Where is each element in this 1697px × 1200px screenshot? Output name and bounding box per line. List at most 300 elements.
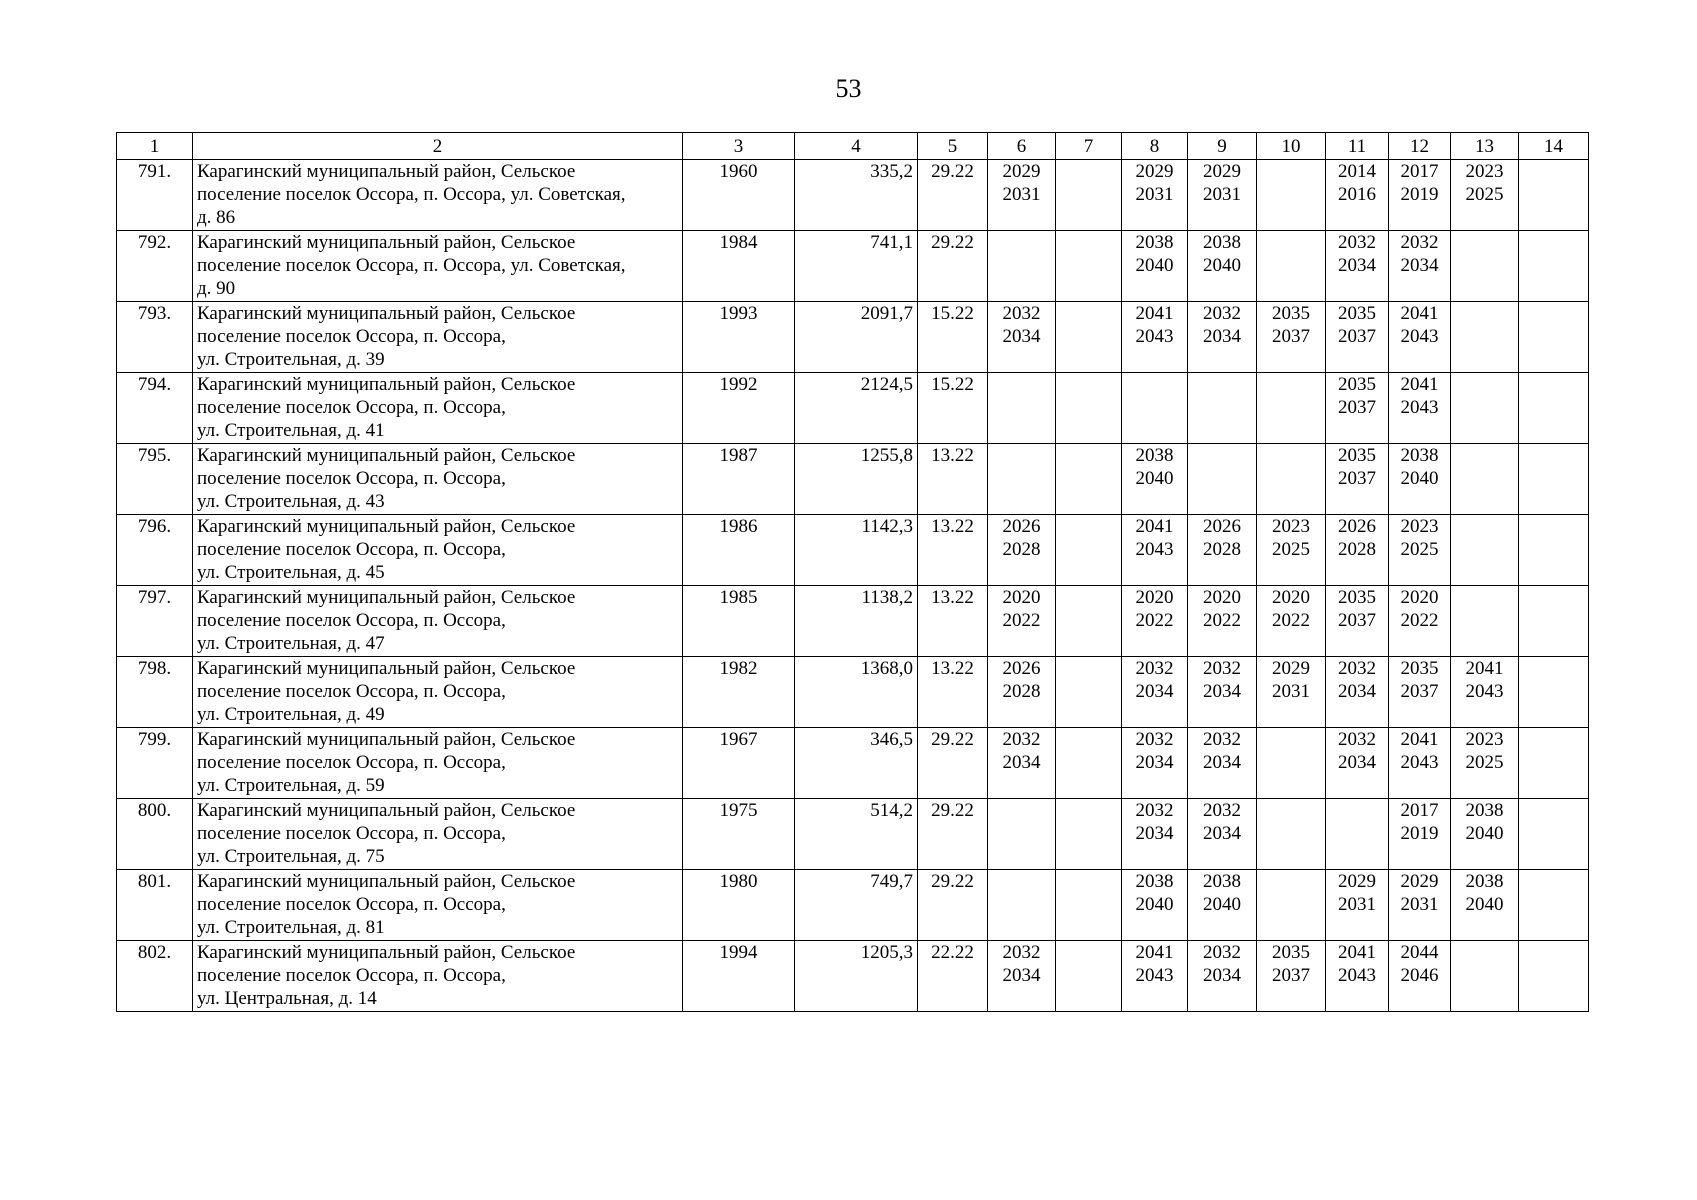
year-built: 1987 [683, 444, 795, 515]
period-year: 2034 [1002, 752, 1041, 773]
period-year: 2020 [1272, 587, 1310, 608]
period-cell-10 [1257, 586, 1326, 657]
period-cell-8 [1122, 941, 1188, 1012]
table-row [117, 160, 1589, 231]
period-cell-14 [1519, 657, 1589, 728]
year-built: 1985 [683, 586, 795, 657]
row-number: 802. [117, 941, 193, 1012]
period-year: 2020 [1203, 587, 1241, 608]
code-cell: 15.22 [918, 373, 988, 444]
code-cell: 15.22 [918, 302, 988, 373]
period-year: 2034 [1203, 681, 1241, 702]
period-cell-11 [1326, 160, 1389, 231]
period-year: 2043 [1400, 397, 1439, 418]
period-cell-11 [1326, 799, 1389, 870]
period-year: 2037 [1338, 468, 1376, 489]
total-area: 1368,0 [795, 657, 918, 728]
period-year: 2020 [1135, 587, 1174, 608]
address-line: поселение поселок Оссора, п. Оссора, [197, 326, 506, 347]
address-line: ул. Строительная, д. 75 [197, 846, 385, 867]
period-cell-12 [1389, 373, 1451, 444]
period-cell-12 [1389, 728, 1451, 799]
period-cell-9 [1188, 799, 1257, 870]
period-year: 2023 [1272, 516, 1310, 537]
period-year: 2034 [1203, 326, 1241, 347]
address-line: ул. Центральная, д. 14 [197, 988, 377, 1009]
period-cell-8 [1122, 728, 1188, 799]
period-year: 2032 [1203, 729, 1241, 750]
period-cell-12 [1389, 444, 1451, 515]
period-cell-6 [988, 799, 1056, 870]
period-cell-10 [1257, 941, 1326, 1012]
period-cell-11 [1326, 941, 1389, 1012]
period-year: 2032 [1135, 729, 1174, 750]
period-year: 2041 [1400, 303, 1439, 324]
period-year: 2035 [1400, 658, 1439, 679]
address-line: поселение поселок Оссора, п. Оссора, [197, 752, 506, 773]
address-cell [193, 515, 683, 586]
period-year: 2019 [1400, 823, 1439, 844]
year-built: 1960 [683, 160, 795, 231]
period-year: 2029 [1338, 871, 1376, 892]
year-built: 1982 [683, 657, 795, 728]
total-area: 346,5 [795, 728, 918, 799]
period-year: 2038 [1135, 232, 1174, 253]
period-cell-9 [1188, 160, 1257, 231]
address-line: Карагинский муниципальный район, Сельское [197, 232, 576, 253]
period-cell-14 [1519, 941, 1589, 1012]
period-cell-8 [1122, 302, 1188, 373]
address-cell [193, 657, 683, 728]
period-year: 2032 [1203, 303, 1241, 324]
period-cell-7 [1056, 302, 1122, 373]
code-cell: 13.22 [918, 586, 988, 657]
row-number: 791. [117, 160, 193, 231]
period-cell-7 [1056, 941, 1122, 1012]
period-cell-6 [988, 444, 1056, 515]
period-year: 2038 [1203, 871, 1241, 892]
period-cell-8 [1122, 657, 1188, 728]
period-cell-12 [1389, 586, 1451, 657]
period-year: 2028 [1203, 539, 1241, 560]
code-cell: 29.22 [918, 231, 988, 302]
address-line: поселение поселок Оссора, п. Оссора, [197, 823, 506, 844]
column-header-12: 12 [1389, 133, 1451, 160]
table-row [117, 728, 1589, 799]
address-line: ул. Строительная, д. 49 [197, 704, 385, 725]
year-built: 1967 [683, 728, 795, 799]
column-header-4: 4 [795, 133, 918, 160]
address-line: Карагинский муниципальный район, Сельское [197, 445, 576, 466]
period-year: 2035 [1338, 374, 1376, 395]
year-built: 1984 [683, 231, 795, 302]
period-cell-9 [1188, 870, 1257, 941]
period-year: 2032 [1400, 232, 1439, 253]
period-cell-9 [1188, 444, 1257, 515]
address-line: Карагинский муниципальный район, Сельское [197, 800, 576, 821]
period-cell-8 [1122, 799, 1188, 870]
period-cell-13 [1451, 373, 1519, 444]
period-cell-7 [1056, 657, 1122, 728]
period-cell-7 [1056, 160, 1122, 231]
period-year: 2038 [1135, 871, 1174, 892]
period-cell-14 [1519, 160, 1589, 231]
period-year: 2031 [1002, 184, 1041, 205]
period-cell-10 [1257, 302, 1326, 373]
period-cell-11 [1326, 870, 1389, 941]
period-year: 2041 [1400, 729, 1439, 750]
address-line: Карагинский муниципальный район, Сельское [197, 374, 576, 395]
period-year: 2034 [1135, 823, 1174, 844]
address-cell [193, 799, 683, 870]
code-cell: 13.22 [918, 515, 988, 586]
period-year: 2041 [1338, 942, 1376, 963]
period-cell-11 [1326, 444, 1389, 515]
period-cell-14 [1519, 302, 1589, 373]
period-year: 2023 [1400, 516, 1439, 537]
address-line: Карагинский муниципальный район, Сельское [197, 942, 576, 963]
period-year: 2034 [1203, 823, 1241, 844]
period-cell-12 [1389, 870, 1451, 941]
period-cell-6 [988, 302, 1056, 373]
table-row [117, 799, 1589, 870]
period-cell-9 [1188, 586, 1257, 657]
address-line: д. 86 [197, 207, 236, 228]
period-year: 2017 [1400, 800, 1439, 821]
period-cell-13 [1451, 515, 1519, 586]
period-cell-6 [988, 160, 1056, 231]
period-cell-10 [1257, 728, 1326, 799]
total-area: 2124,5 [795, 373, 918, 444]
address-cell [193, 160, 683, 231]
period-year: 2043 [1338, 965, 1376, 986]
period-cell-10 [1257, 515, 1326, 586]
period-cell-9 [1188, 373, 1257, 444]
period-year: 2043 [1135, 965, 1174, 986]
period-year: 2032 [1135, 800, 1174, 821]
column-header-10: 10 [1257, 133, 1326, 160]
period-year: 2040 [1135, 894, 1174, 915]
period-cell-13 [1451, 941, 1519, 1012]
period-year: 2029 [1203, 161, 1241, 182]
period-cell-14 [1519, 586, 1589, 657]
period-year: 2034 [1135, 681, 1174, 702]
address-line: поселение поселок Оссора, п. Оссора, ул. Советская, [197, 255, 626, 276]
code-cell: 29.22 [918, 728, 988, 799]
period-year: 2022 [1272, 610, 1310, 631]
period-cell-7 [1056, 373, 1122, 444]
period-year: 2022 [1135, 610, 1174, 631]
period-cell-6 [988, 586, 1056, 657]
page-number: 53 [835, 74, 862, 103]
period-year: 2029 [1002, 161, 1041, 182]
period-cell-9 [1188, 657, 1257, 728]
row-number: 800. [117, 799, 193, 870]
period-cell-11 [1326, 657, 1389, 728]
period-cell-12 [1389, 302, 1451, 373]
code-cell: 29.22 [918, 870, 988, 941]
period-cell-12 [1389, 231, 1451, 302]
period-year: 2031 [1135, 184, 1174, 205]
period-cell-10 [1257, 231, 1326, 302]
year-built: 1986 [683, 515, 795, 586]
period-year: 2032 [1338, 658, 1376, 679]
period-cell-14 [1519, 799, 1589, 870]
address-line: поселение поселок Оссора, п. Оссора, [197, 894, 506, 915]
period-year: 2035 [1338, 445, 1376, 466]
total-area: 749,7 [795, 870, 918, 941]
period-cell-9 [1188, 728, 1257, 799]
period-year: 2026 [1002, 516, 1041, 537]
period-year: 2034 [1338, 681, 1376, 702]
period-cell-12 [1389, 515, 1451, 586]
period-cell-7 [1056, 586, 1122, 657]
period-year: 2017 [1400, 161, 1439, 182]
address-cell [193, 941, 683, 1012]
period-year: 2041 [1465, 658, 1504, 679]
period-year: 2029 [1272, 658, 1310, 679]
column-header-5: 5 [918, 133, 988, 160]
total-area: 1138,2 [795, 586, 918, 657]
period-year: 2029 [1135, 161, 1174, 182]
period-year: 2032 [1338, 232, 1376, 253]
period-cell-9 [1188, 302, 1257, 373]
period-cell-13 [1451, 160, 1519, 231]
address-line: ул. Строительная, д. 59 [197, 775, 385, 796]
period-cell-14 [1519, 231, 1589, 302]
address-line: ул. Строительная, д. 45 [197, 562, 385, 583]
address-line: Карагинский муниципальный район, Сельское [197, 587, 576, 608]
column-header-9: 9 [1188, 133, 1257, 160]
table-row [117, 302, 1589, 373]
code-cell: 22.22 [918, 941, 988, 1012]
column-header-7: 7 [1056, 133, 1122, 160]
period-year: 2041 [1135, 303, 1174, 324]
period-year: 2029 [1400, 871, 1439, 892]
year-built: 1980 [683, 870, 795, 941]
year-built: 1975 [683, 799, 795, 870]
table-row [117, 941, 1589, 1012]
address-cell [193, 302, 683, 373]
column-header-1: 1 [117, 133, 193, 160]
period-cell-13 [1451, 728, 1519, 799]
period-year: 2014 [1338, 161, 1376, 182]
period-year: 2026 [1203, 516, 1241, 537]
row-number: 797. [117, 586, 193, 657]
column-header-6: 6 [988, 133, 1056, 160]
period-cell-11 [1326, 728, 1389, 799]
column-header-3: 3 [683, 133, 795, 160]
period-year: 2016 [1338, 184, 1376, 205]
period-cell-7 [1056, 728, 1122, 799]
row-number: 796. [117, 515, 193, 586]
period-year: 2028 [1002, 681, 1041, 702]
period-cell-9 [1188, 941, 1257, 1012]
period-year: 2046 [1400, 965, 1439, 986]
period-cell-8 [1122, 586, 1188, 657]
period-cell-11 [1326, 586, 1389, 657]
period-cell-14 [1519, 870, 1589, 941]
period-cell-12 [1389, 160, 1451, 231]
address-line: поселение поселок Оссора, п. Оссора, [197, 539, 506, 560]
address-cell [193, 728, 683, 799]
address-cell [193, 444, 683, 515]
period-cell-13 [1451, 586, 1519, 657]
period-cell-8 [1122, 444, 1188, 515]
column-header-13: 13 [1451, 133, 1519, 160]
period-year: 2032 [1203, 800, 1241, 821]
period-year: 2025 [1400, 539, 1439, 560]
period-year: 2034 [1002, 326, 1041, 347]
period-year: 2043 [1135, 326, 1174, 347]
table-row [117, 515, 1589, 586]
table-row [117, 870, 1589, 941]
period-year: 2034 [1203, 752, 1241, 773]
address-cell [193, 373, 683, 444]
period-cell-6 [988, 515, 1056, 586]
period-cell-13 [1451, 799, 1519, 870]
period-cell-13 [1451, 870, 1519, 941]
total-area: 1142,3 [795, 515, 918, 586]
period-year: 2032 [1002, 942, 1041, 963]
address-line: Карагинский муниципальный район, Сельское [197, 303, 576, 324]
period-cell-7 [1056, 231, 1122, 302]
period-cell-12 [1389, 799, 1451, 870]
period-year: 2025 [1272, 539, 1310, 560]
period-year: 2040 [1400, 468, 1439, 489]
period-year: 2028 [1338, 539, 1376, 560]
table-row [117, 444, 1589, 515]
code-cell: 13.22 [918, 657, 988, 728]
period-year: 2019 [1400, 184, 1439, 205]
period-year: 2038 [1203, 232, 1241, 253]
period-year: 2035 [1272, 303, 1310, 324]
table-row [117, 373, 1589, 444]
table-row [117, 657, 1589, 728]
column-number-row [117, 133, 1589, 160]
housing-registry-table [116, 132, 1589, 1012]
address-line: Карагинский муниципальный район, Сельское [197, 729, 576, 750]
period-year: 2037 [1338, 326, 1376, 347]
period-cell-10 [1257, 870, 1326, 941]
period-year: 2040 [1465, 823, 1504, 844]
period-cell-11 [1326, 515, 1389, 586]
period-year: 2026 [1338, 516, 1376, 537]
row-number: 798. [117, 657, 193, 728]
address-line: ул. Строительная, д. 47 [197, 633, 385, 654]
row-number: 793. [117, 302, 193, 373]
period-cell-9 [1188, 515, 1257, 586]
period-cell-11 [1326, 231, 1389, 302]
period-year: 2040 [1135, 255, 1174, 276]
period-cell-10 [1257, 160, 1326, 231]
address-line: поселение поселок Оссора, п. Оссора, [197, 397, 506, 418]
period-year: 2022 [1002, 610, 1041, 631]
period-year: 2034 [1400, 255, 1439, 276]
total-area: 2091,7 [795, 302, 918, 373]
total-area: 741,1 [795, 231, 918, 302]
period-cell-13 [1451, 444, 1519, 515]
column-header-11: 11 [1326, 133, 1389, 160]
period-cell-6 [988, 373, 1056, 444]
period-year: 2032 [1002, 729, 1041, 750]
address-line: Карагинский муниципальный район, Сельское [197, 871, 576, 892]
period-year: 2040 [1203, 894, 1241, 915]
period-year: 2031 [1203, 184, 1241, 205]
period-year: 2020 [1002, 587, 1041, 608]
period-year: 2025 [1465, 184, 1504, 205]
period-year: 2034 [1338, 255, 1376, 276]
period-year: 2023 [1465, 729, 1504, 750]
total-area: 1205,3 [795, 941, 918, 1012]
total-area: 514,2 [795, 799, 918, 870]
period-year: 2025 [1465, 752, 1504, 773]
address-line: ул. Строительная, д. 43 [197, 491, 385, 512]
period-year: 2043 [1400, 752, 1439, 773]
period-year: 2034 [1203, 965, 1241, 986]
period-year: 2040 [1135, 468, 1174, 489]
period-year: 2038 [1465, 800, 1504, 821]
period-year: 2040 [1203, 255, 1241, 276]
table-row [117, 231, 1589, 302]
period-cell-12 [1389, 657, 1451, 728]
period-year: 2026 [1002, 658, 1041, 679]
period-cell-13 [1451, 302, 1519, 373]
address-line: Карагинский муниципальный район, Сельское [197, 161, 576, 182]
period-year: 2031 [1338, 894, 1376, 915]
period-cell-10 [1257, 799, 1326, 870]
address-line: поселение поселок Оссора, п. Оссора, ул. Советская, [197, 184, 626, 205]
code-cell: 29.22 [918, 799, 988, 870]
row-number: 799. [117, 728, 193, 799]
address-line: Карагинский муниципальный район, Сельское [197, 516, 576, 537]
period-cell-8 [1122, 373, 1188, 444]
period-cell-11 [1326, 373, 1389, 444]
period-year: 2041 [1400, 374, 1439, 395]
column-header-2: 2 [193, 133, 683, 160]
period-cell-6 [988, 870, 1056, 941]
period-year: 2034 [1338, 752, 1376, 773]
address-line: ул. Строительная, д. 81 [197, 917, 385, 938]
period-year: 2038 [1465, 871, 1504, 892]
period-cell-14 [1519, 728, 1589, 799]
address-line: поселение поселок Оссора, п. Оссора, [197, 610, 506, 631]
row-number: 801. [117, 870, 193, 941]
address-cell [193, 870, 683, 941]
address-line: ул. Строительная, д. 41 [197, 420, 385, 441]
period-year: 2032 [1338, 729, 1376, 750]
year-built: 1993 [683, 302, 795, 373]
period-year: 2038 [1135, 445, 1174, 466]
period-cell-10 [1257, 444, 1326, 515]
period-cell-10 [1257, 657, 1326, 728]
address-cell [193, 586, 683, 657]
column-header-14: 14 [1519, 133, 1589, 160]
period-cell-6 [988, 941, 1056, 1012]
period-cell-13 [1451, 657, 1519, 728]
total-area: 335,2 [795, 160, 918, 231]
period-year: 2041 [1135, 942, 1174, 963]
period-cell-6 [988, 657, 1056, 728]
period-cell-12 [1389, 941, 1451, 1012]
code-cell: 13.22 [918, 444, 988, 515]
row-number: 795. [117, 444, 193, 515]
period-year: 2037 [1272, 326, 1310, 347]
period-year: 2020 [1400, 587, 1439, 608]
table-body [117, 160, 1589, 1012]
period-cell-7 [1056, 799, 1122, 870]
period-year: 2034 [1002, 965, 1041, 986]
